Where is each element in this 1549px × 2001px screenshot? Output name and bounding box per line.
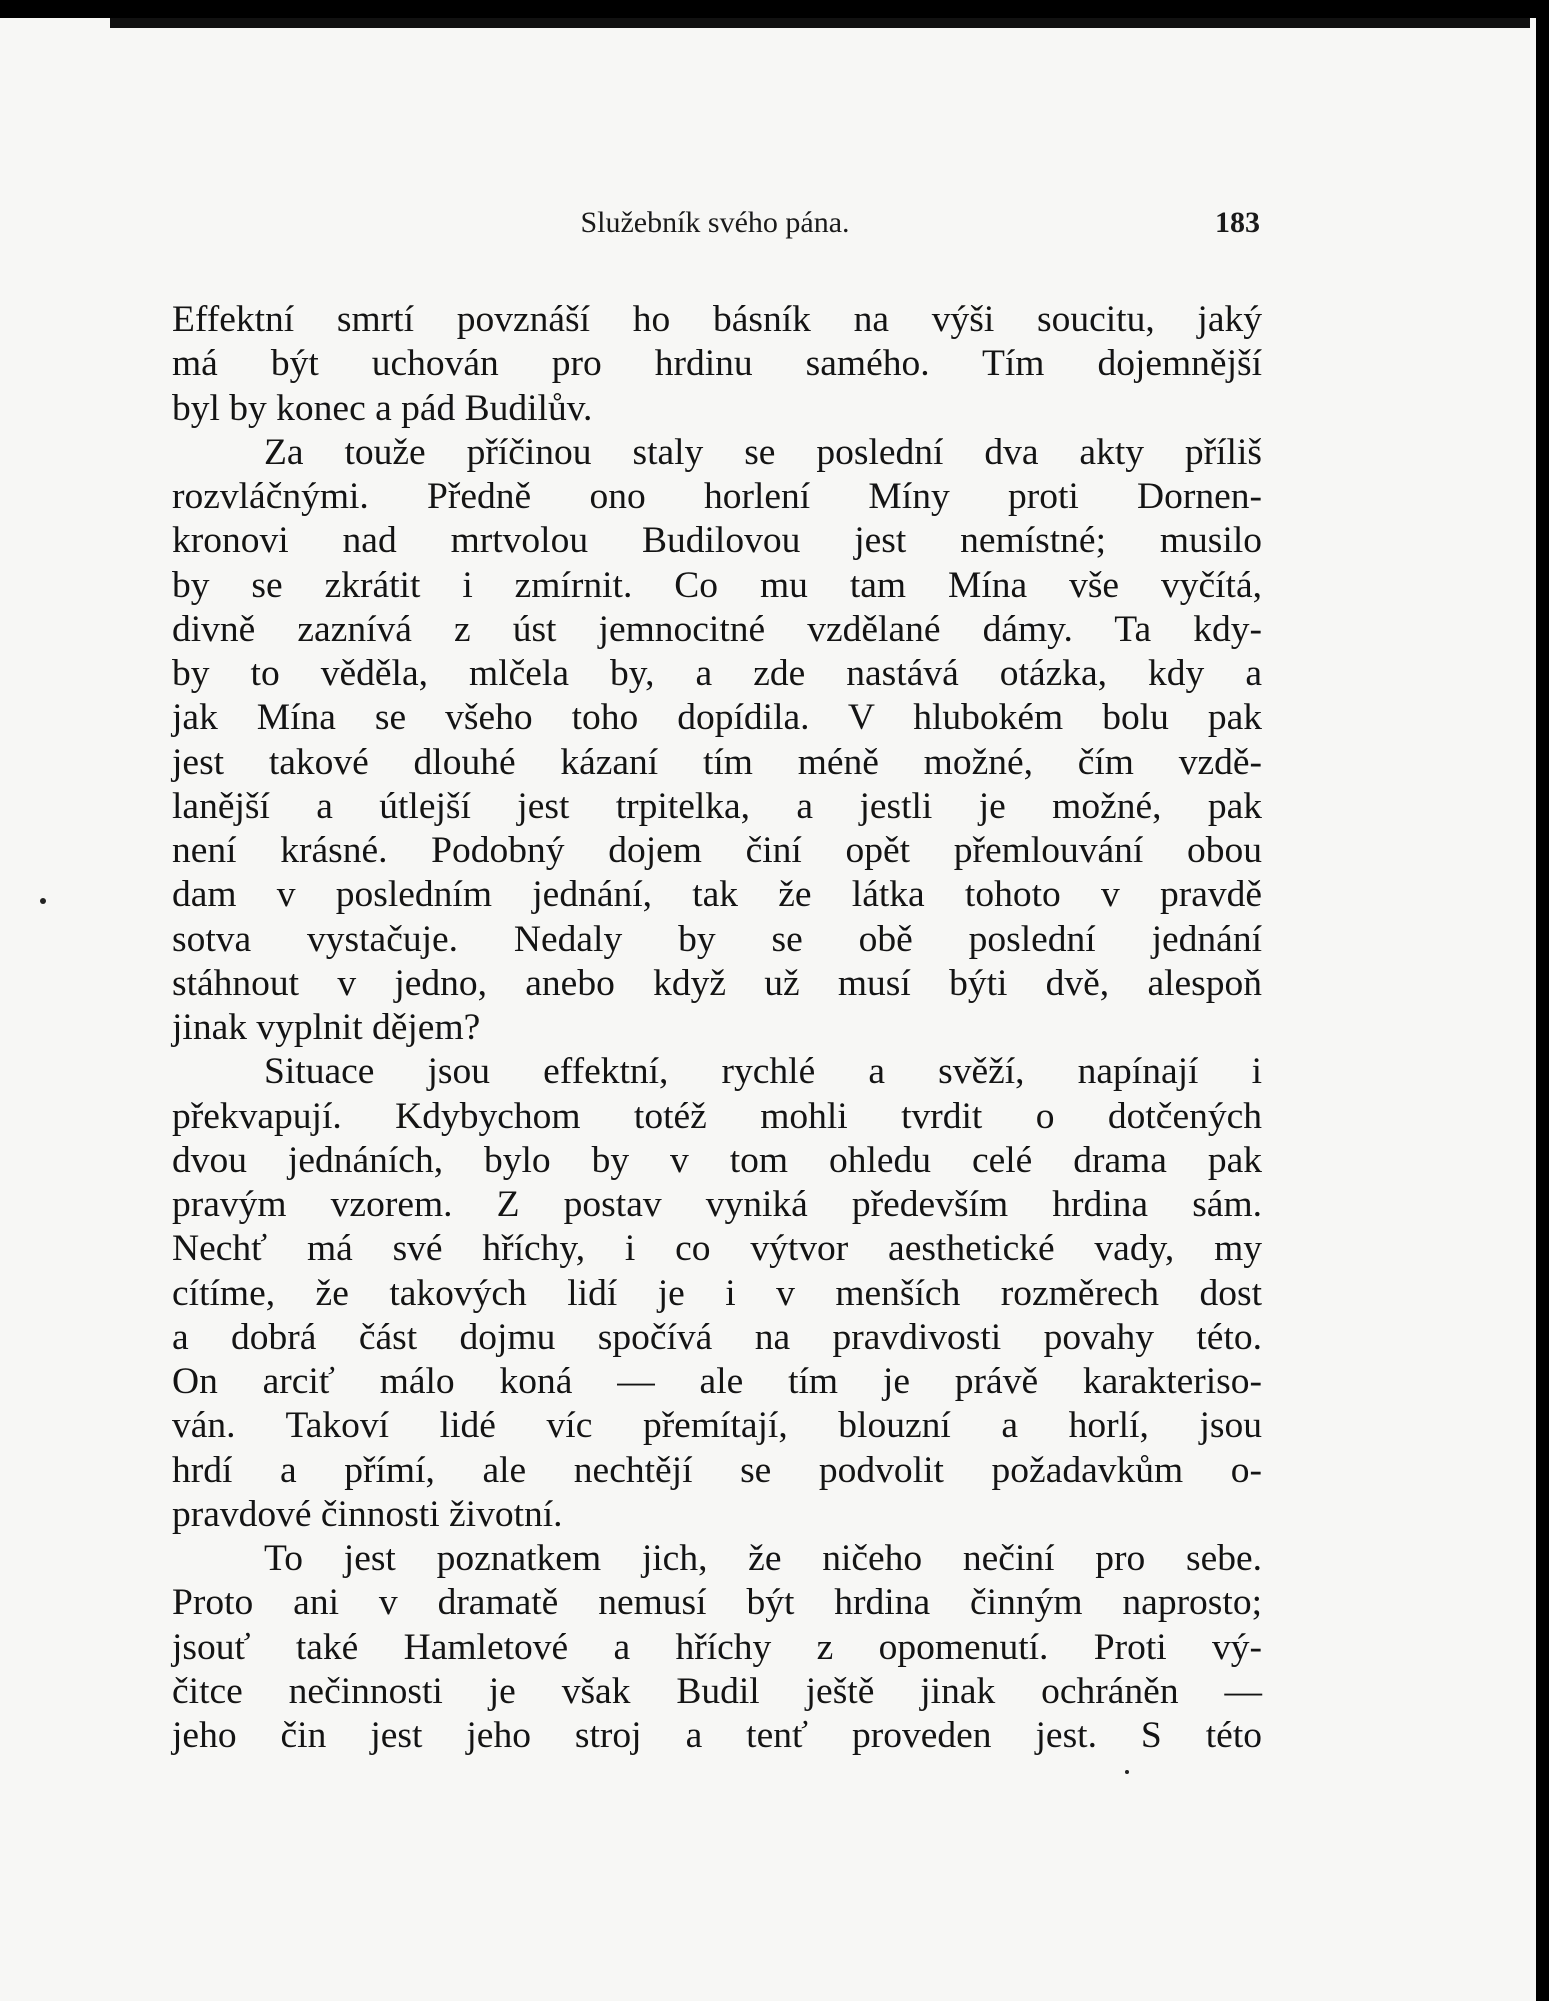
- text-line: cítíme, že takových lidí je i v menších rozměrech dost: [172, 1272, 1262, 1314]
- text-line: jinak vyplnit dějem?: [172, 1007, 481, 1048]
- text-line: To jest poznatkem jich, že ničeho nečiní pro sebe.: [264, 1538, 1262, 1579]
- text-line: On arciť málo koná — ale tím je právě karakteriso-: [172, 1361, 1262, 1402]
- text-line: Nechť má své hříchy, i co výtvor aesthetické vady, my: [172, 1228, 1262, 1270]
- text-line: Proto ani v dramatě nemusí být hrdina činným naprosto;: [172, 1582, 1262, 1624]
- text-line: jeho čin jest jeho stroj a tenť proveden jest. S této: [172, 1715, 1262, 1756]
- text-line: Za touže příčinou staly se poslední dva akty příliš: [264, 431, 1262, 473]
- text-line: lanější a útlejší jest trpitelka, a jestli je možné, pak: [172, 785, 1262, 827]
- text-line: jak Mína se všeho toho dopídila. V hlubokém bolu pak: [172, 697, 1262, 739]
- book-page: [0, 18, 1536, 2001]
- body-text: [172, 298, 1262, 1758]
- text-line: hrdí a přímí, ale nechtějí se podvolit požadavkům o-: [172, 1449, 1262, 1491]
- running-header: [170, 206, 1260, 256]
- text-line: jsouť také Hamletové a hříchy z opomenutí. Proti vý-: [172, 1626, 1262, 1668]
- text-line: pravým vzorem. Z postav vyniká především hrdina sám.: [172, 1184, 1262, 1225]
- text-line: by to věděla, mlčela by, a zde nastává otázka, kdy a: [172, 653, 1262, 694]
- text-line: Effektní smrtí povznáší ho básník na výši soucitu, jaký: [172, 299, 1262, 340]
- text-line: Situace jsou effektní, rychlé a svěží, napínají i: [264, 1051, 1262, 1093]
- text-line: dvou jednáních, bylo by v tom ohledu celé drama pak: [172, 1139, 1262, 1181]
- text-line: ván. Takoví lidé víc přemítají, blouzní a horlí, jsou: [172, 1405, 1262, 1447]
- text-line: má být uchován pro hrdinu samého. Tím dojemnější: [172, 343, 1262, 385]
- text-line: sotva vystačuje. Nedaly by se obě poslední jednání: [172, 918, 1262, 960]
- text-line: kronovi nad mrtvolou Budilovou jest nemístné; musilo: [172, 520, 1262, 562]
- page-speck: [40, 898, 46, 904]
- text-line: by se zkrátit i zmírnit. Co mu tam Mína vše vyčítá,: [172, 564, 1262, 606]
- text-line: divně zaznívá z úst jemnocitné vzdělané dámy. Ta kdy-: [172, 608, 1262, 650]
- page-number: 183: [1215, 206, 1260, 239]
- text-line: dam v posledním jednání, tak že látka tohoto v pravdě: [172, 874, 1262, 916]
- text-line: pravdové činnosti životní.: [172, 1493, 563, 1535]
- text-line: není krásné. Podobný dojem činí opět přemlouvání obou: [172, 830, 1262, 871]
- text-line: a dobrá část dojmu spočívá na pravdivosti povahy této.: [172, 1316, 1262, 1358]
- text-line: překvapují. Kdybychom totéž mohli tvrdit o dotčených: [172, 1095, 1262, 1137]
- page-speck: [1125, 1770, 1129, 1774]
- running-title: Služebník svého pána.: [580, 206, 850, 239]
- text-line: čitce nečinnosti je však Budil ještě jinak ochráněn —: [172, 1670, 1262, 1712]
- text-line: stáhnout v jedno, anebo když už musí býti dvě, alespoň: [172, 962, 1262, 1004]
- text-line: jest takové dlouhé kázaní tím méně možné, čím vzdě-: [172, 741, 1262, 783]
- text-line: rozvláčnými. Předně ono horlení Míny proti Dornen-: [172, 476, 1262, 517]
- page-top-edge: [110, 18, 1530, 28]
- text-line: byl by konec a pád Budilův.: [172, 387, 593, 429]
